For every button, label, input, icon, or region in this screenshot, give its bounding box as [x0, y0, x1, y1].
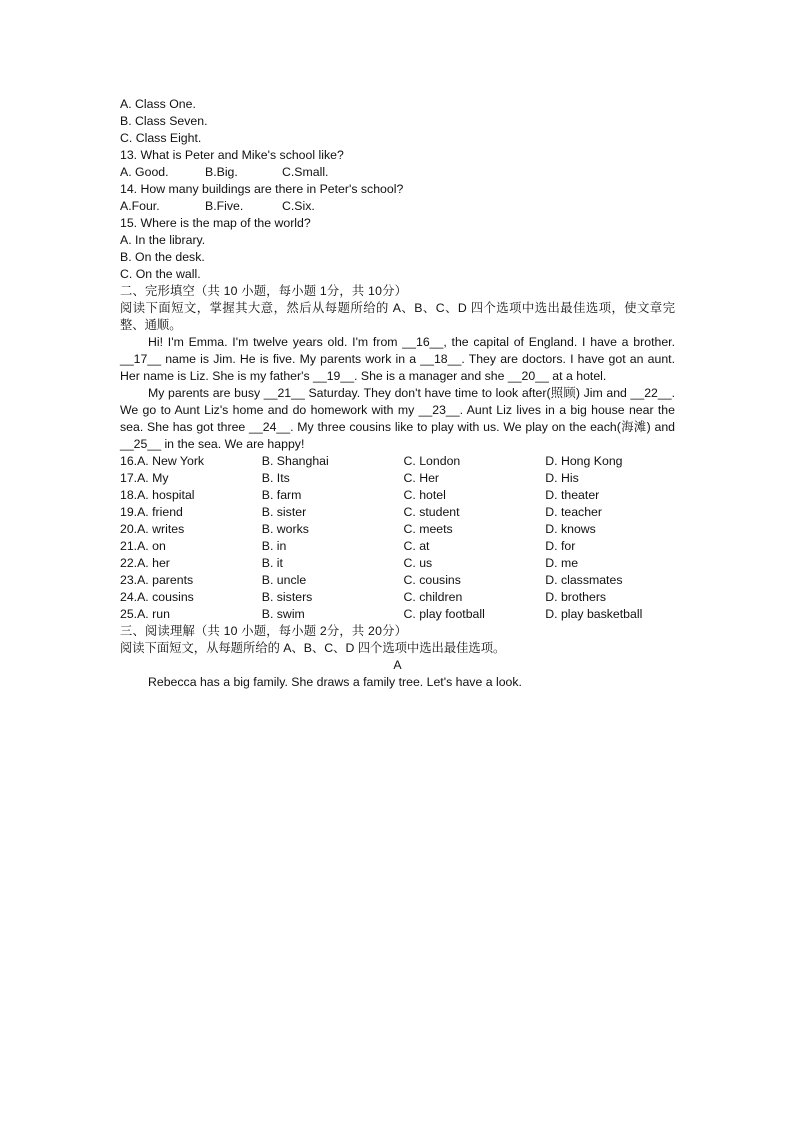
section3-heading: 三、阅读理解（共 10 小题，每小题 2分，共 20分） — [120, 624, 408, 638]
option-21d: D. for — [545, 539, 576, 553]
option-18c: C. hotel — [403, 488, 446, 502]
q13-question: 13. What is Peter and Mike's school like? — [120, 148, 344, 162]
section2-heading: 二、完形填空（共 10 小题，每小题 1分，共 10分） — [120, 284, 408, 298]
option-21b: B. in — [261, 539, 287, 553]
option-18b: B. farm — [261, 488, 302, 502]
option-20b: B. works — [261, 522, 309, 536]
q14-options — [120, 198, 675, 215]
q13-option-a: A. Good. — [120, 165, 169, 179]
option-22b: B. it — [261, 556, 283, 570]
q13-options — [120, 164, 675, 181]
option-23d: D. classmates — [545, 573, 623, 587]
cloze-options-18 — [120, 487, 675, 504]
option-21c: C. at — [403, 539, 430, 553]
passage-label: A — [393, 658, 402, 672]
option-23a: 23.A. parents — [120, 573, 194, 587]
option-24d: D. brothers — [545, 590, 607, 604]
q14-option-c: C.Six. — [282, 199, 315, 213]
q15-option-b: B. On the desk. — [120, 250, 205, 264]
option-19c: C. student — [403, 505, 460, 519]
option-25b: B. swim — [261, 607, 305, 621]
option-17d: D. His — [545, 471, 579, 485]
option-25a: 25.A. run — [120, 607, 170, 621]
option-17a: 17.A. My — [120, 471, 169, 485]
cloze-options-20 — [120, 521, 675, 538]
option-16c: C. London — [403, 454, 461, 468]
option-20d: D. knows — [545, 522, 596, 536]
section3-instruction: 阅读下面短文，从每题所给的 A、B、C、D 四个选项中选出最佳选项。 — [120, 641, 506, 655]
section2-instruction: 阅读下面短文，掌握其大意，然后从每题所给的 A、B、C、D 四个选项中选出最佳选项，使文章完整、通顺。 — [120, 301, 675, 332]
option-22d: D. me — [545, 556, 579, 570]
q15-option-c: C. On the wall. — [120, 267, 201, 281]
option-16a: 16.A. New York — [120, 454, 205, 468]
option-19d: D. teacher — [545, 505, 602, 519]
cloze-options-17 — [120, 470, 675, 487]
option-25d: D. play basketball — [545, 607, 643, 621]
cloze-options-25 — [120, 606, 675, 623]
cloze-options-23 — [120, 572, 675, 589]
document-page — [120, 96, 675, 691]
option-16d: D. Hong Kong — [545, 454, 623, 468]
option-18a: 18.A. hospital — [120, 488, 195, 502]
passage-text: Rebecca has a big family. She draws a family tree. Let's have a look. — [148, 675, 522, 689]
q12-option-c: C. Class Eight. — [120, 131, 202, 145]
cloze-options-24 — [120, 589, 675, 606]
option-25c: C. play football — [403, 607, 485, 621]
option-17c: C. Her — [403, 471, 440, 485]
option-18d: D. theater — [545, 488, 600, 502]
q14-question: 14. How many buildings are there in Peter's school? — [120, 182, 404, 196]
option-23c: C. cousins — [403, 573, 461, 587]
q14-option-b: B.Five. — [205, 199, 244, 213]
option-24c: C. children — [403, 590, 463, 604]
option-22a: 22.A. her — [120, 556, 170, 570]
option-21a: 21.A. on — [120, 539, 166, 553]
option-23b: B. uncle — [261, 573, 307, 587]
cloze-paragraph-2: My parents are busy __21__ Saturday. They don't have time to look after(照顾) Jim and __22__. We go to Aunt Liz's home and do homework with my __23__. Aunt Liz lives in a big house near the sea. She has got three __24__. My three cousins like to play with us. We play on the each(海滩) and __25__ in the sea. We are happy! — [120, 386, 675, 451]
option-17b: B. Its — [261, 471, 290, 485]
q15-option-a: A. In the library. — [120, 233, 206, 247]
q12-option-b: B. Class Seven. — [120, 114, 208, 128]
q15-question: 15. Where is the map of the world? — [120, 216, 311, 230]
q14-option-a: A.Four. — [120, 199, 160, 213]
option-19a: 19.A. friend — [120, 505, 183, 519]
cloze-options-22 — [120, 555, 675, 572]
q13-option-b: B.Big. — [205, 165, 238, 179]
option-16b: B. Shanghai — [261, 454, 329, 468]
option-20a: 20.A. writes — [120, 522, 185, 536]
option-24b: B. sisters — [261, 590, 313, 604]
option-24a: 24.A. cousins — [120, 590, 194, 604]
option-20c: C. meets — [403, 522, 453, 536]
cloze-options-21 — [120, 538, 675, 555]
cloze-options-16 — [120, 453, 675, 470]
q13-option-c: C.Small. — [282, 165, 329, 179]
cloze-paragraph-1: Hi! I'm Emma. I'm twelve years old. I'm from __16__, the capital of England. I have a brother. __17__ name is Jim. He is five. My parents work in a __18__. They are doctors. I have got an aunt. Her name is Liz. She is my father's __19__. She is a manager and she __20__ at a hotel. — [120, 335, 675, 383]
option-22c: C. us — [403, 556, 433, 570]
cloze-options-19 — [120, 504, 675, 521]
q12-option-a: A. Class One. — [120, 97, 196, 111]
option-19b: B. sister — [261, 505, 307, 519]
